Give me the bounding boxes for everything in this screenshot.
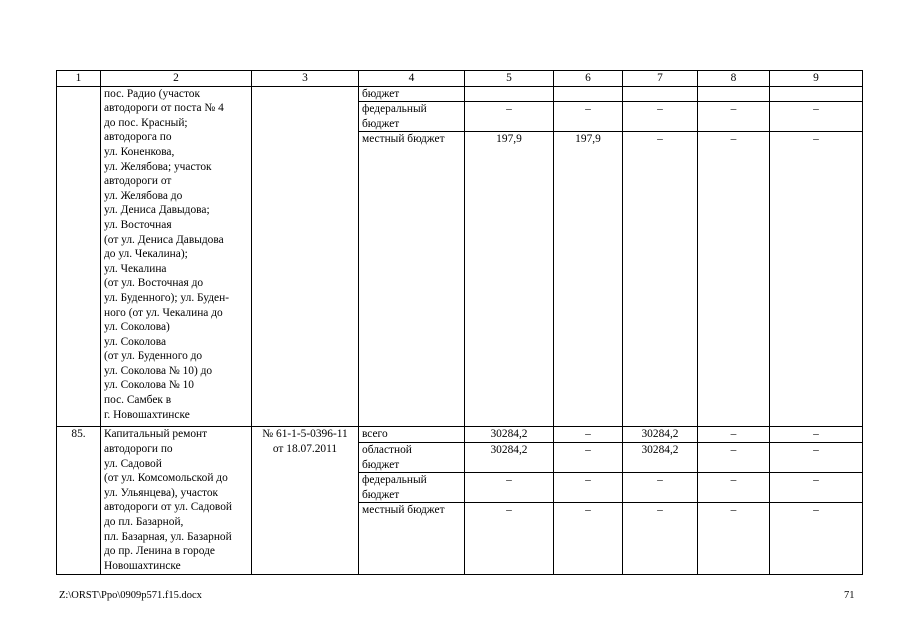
funding-source: федеральный бюджет: [359, 473, 465, 503]
value-cell: –: [698, 442, 770, 472]
funding-source: федеральный бюджет: [359, 102, 465, 132]
value-cell: –: [554, 442, 623, 472]
value-cell: –: [554, 503, 623, 575]
value-cell: –: [698, 102, 770, 132]
doc-number: № 61-1-5-0396-11: [262, 428, 348, 441]
value-cell: 30284,2: [465, 427, 554, 443]
funding-source: всего: [359, 427, 465, 443]
value-cell: [623, 86, 698, 102]
value-cell: –: [465, 102, 554, 132]
value-cell: –: [554, 427, 623, 443]
table-row: [57, 427, 863, 443]
value-cell: –: [623, 503, 698, 575]
funding-source: областной бюджет: [359, 442, 465, 472]
value-cell: –: [623, 132, 698, 427]
funding-source: бюджет: [359, 86, 465, 102]
value-cell: –: [623, 473, 698, 503]
value-cell: –: [698, 473, 770, 503]
col-header-2: 2: [101, 71, 252, 87]
value-cell: –: [465, 473, 554, 503]
value-cell: [770, 86, 863, 102]
col-header-7: 7: [623, 71, 698, 87]
value-cell: –: [770, 102, 863, 132]
col-header-8: 8: [698, 71, 770, 87]
value-cell: –: [770, 473, 863, 503]
page-number: 71: [844, 590, 855, 601]
item-description: Капитальный ремонт автодороги по ул. Садовой (от ул. Комсомольской до ул. Ульянцева), участок автодороги от ул. Садовой до пл. Базарной, пл. Базарная, ул. Базарной до пр. Ленина в городе Новошахтинске: [101, 427, 252, 575]
col-header-3: 3: [252, 71, 359, 87]
value-cell: –: [698, 427, 770, 443]
col-header-6: 6: [554, 71, 623, 87]
col-header-9: 9: [770, 71, 863, 87]
value-cell: –: [770, 132, 863, 427]
value-cell: 30284,2: [623, 427, 698, 443]
item-number-cell: [57, 86, 101, 427]
value-cell: 197,9: [465, 132, 554, 427]
doc-date: от 18.07.2011: [272, 442, 338, 455]
file-path: Z:\ORST\Ppo\0909p571.f15.docx: [59, 590, 202, 601]
value-cell: 197,9: [554, 132, 623, 427]
value-cell: [554, 86, 623, 102]
funding-source: местный бюджет: [359, 503, 465, 575]
value-cell: –: [770, 442, 863, 472]
value-cell: –: [698, 132, 770, 427]
value-cell: [698, 86, 770, 102]
doc-cell: [252, 86, 359, 427]
value-cell: –: [465, 503, 554, 575]
item-number: 85.: [57, 427, 101, 575]
value-cell: –: [554, 473, 623, 503]
value-cell: 30284,2: [465, 442, 554, 472]
col-header-5: 5: [465, 71, 554, 87]
budget-table: [56, 70, 863, 575]
value-cell: –: [554, 102, 623, 132]
funding-source: местный бюджет: [359, 132, 465, 427]
col-header-4: 4: [359, 71, 465, 87]
value-cell: 30284,2: [623, 442, 698, 472]
col-header-1: 1: [57, 71, 101, 87]
table-row: [57, 86, 863, 102]
value-cell: –: [698, 503, 770, 575]
value-cell: –: [770, 503, 863, 575]
value-cell: –: [623, 102, 698, 132]
doc-cell: [252, 427, 359, 575]
value-cell: –: [770, 427, 863, 443]
header-row: [57, 71, 863, 87]
value-cell: [465, 86, 554, 102]
item-description: пос. Радио (участок автодороги от поста № 4 до пос. Красный; автодорога по ул. Коненкова, ул. Желябова; участок автодороги от ул. Желябова до ул. Дениса Давыдова; ул. Восточная (от ул. Дениса Давыдова до ул. Чекалина); ул. Чекалина (от ул. Восточная до ул. Буденного); ул. Буден- ного (от ул. Чекалина до ул. Соколова) ул. Соколова (от ул. Буденного до ул. Соколова № 10) до ул. Соколова № 10 пос. Самбек в г. Новошахтинске: [101, 86, 252, 427]
